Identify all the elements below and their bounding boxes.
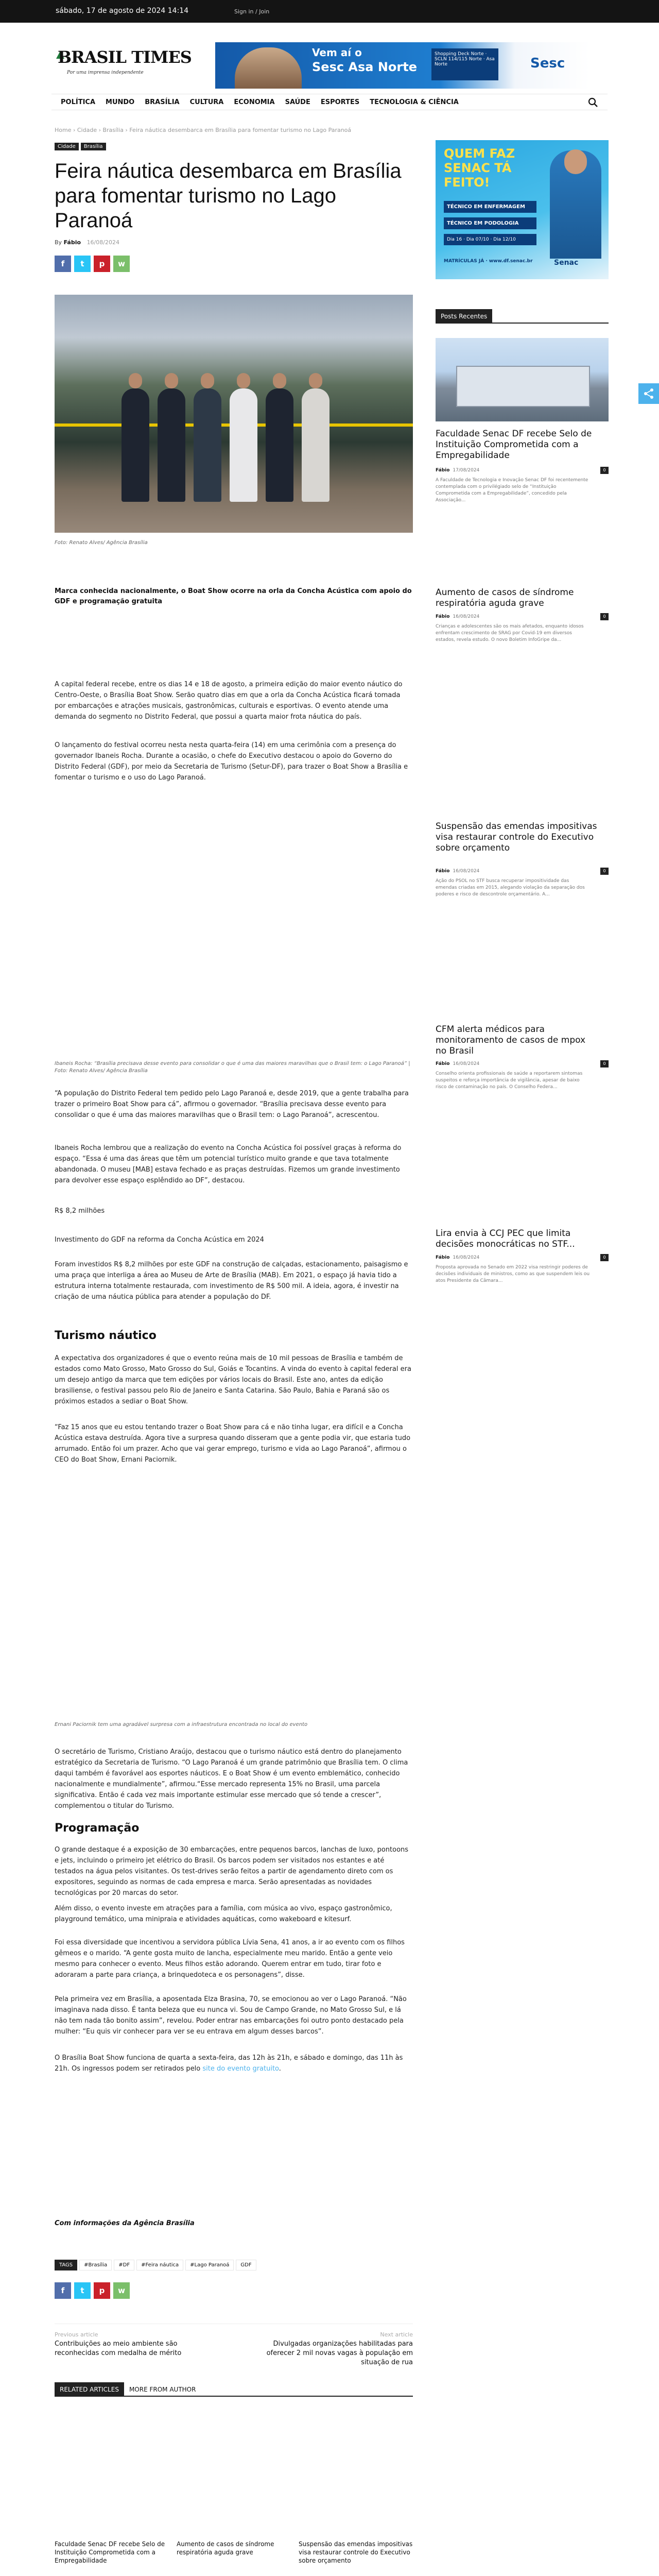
comment-count[interactable]: 0: [600, 868, 609, 875]
paragraph: Investimento do GDF na reforma da Concha Acústica em 2024: [55, 1236, 264, 1244]
ad-person: [550, 150, 601, 259]
comment-count[interactable]: 0: [600, 1060, 609, 1067]
recent-post-title[interactable]: CFM alerta médicos para monitoramento de casos de mpox no Brasil: [436, 1024, 586, 1056]
paragraph: A capital federal recebe, entre os dias 14 e 18 de agosto, a primeira edição do maior evento náutico do Centro-Oeste, o Brasília Boat Show. Serão quatro dias em que a orla da Concha Acústica ficará tomada por embarcações e atrações musicais, gastronômicas, culturais e esportivas. O evento atende uma demanda do segmento no Distrito Federal, que possui a quarta maior frota náutica do país.: [55, 681, 403, 721]
paragraph: R$ 8,2 milhões: [55, 1207, 105, 1215]
recent-post-image[interactable]: [436, 338, 609, 421]
related-article-link[interactable]: Aumento de casos de síndrome respiratória aguda grave: [177, 2540, 274, 2556]
paragraph: O secretário de Turismo, Cristiano Araújo, destacou que o turismo náutico está dentro do planejamento estratégico da Secretaria de Turismo. “O Lago Paranoá é um grande patrimônio que Brasília tem. O clima daqui também é favorável aos esportes náuticos. E o Boat Show é um evento emblemático, conhecido nacionalmente e mundialmente”, afirmou.“Esse mercado representa 15% no Brasil, uma parcela significativa. Então é cada vez mais importante estimular esse mercado que só tende a crescer”, complementou o titular do Turismo.: [55, 1748, 408, 1810]
recent-post-meta: [436, 1061, 479, 1066]
whatsapp-icon[interactable]: w: [113, 2282, 130, 2299]
sidebar-ad-cta: MATRÍCULAS JÁ · www.df.senac.br: [444, 259, 533, 264]
floating-share-button[interactable]: [638, 383, 659, 404]
ad-photo: [235, 47, 302, 89]
search-icon[interactable]: [588, 97, 598, 108]
tag-brasilia[interactable]: Brasília: [81, 143, 106, 150]
current-date: sábado, 17 de agosto de 2024 14:14: [56, 7, 189, 15]
top-banner-ad[interactable]: [215, 42, 590, 89]
recent-post-meta: [436, 869, 479, 874]
paragraph: “A população do Distrito Federal tem pedido pelo Lago Paranoá e, desde 2019, que a gente trabalha para trazer o primeiro Boat Show para cá”, afirmou o governador. “Brasília precisava desse evento para consolidar o que é uma das maiores maravilhas que o Brasil tem: o Lago Paranoá”, acrescentou.: [55, 1090, 409, 1119]
recent-post-title[interactable]: Lira envia à CCJ PEC que limita decisões monocráticas no STF...: [436, 1228, 575, 1249]
related-article-link[interactable]: Suspensão das emendas impositivas visa restaurar controle do Executivo sobre orçamento: [299, 2540, 413, 2564]
byline-by: By: [55, 239, 62, 246]
paragraph: “Faz 15 anos que eu estou tentando trazer o Boat Show para cá e não tinha lugar, era difícil e a Concha Acústica estava destruída. Agora tive a surpresa quando disseram que a gente podia vir, que estaria tudo arrumado. Então foi um prazer. Acho que vai gerar emprego, turismo e vida ao Lago Paranoá”, afirmou o CEO do Boat Show, Ernani Paciornik.: [55, 1423, 411, 1464]
tab-related-articles[interactable]: RELATED ARTICLES: [55, 2382, 124, 2397]
recent-post-author[interactable]: Fábio: [436, 1061, 450, 1066]
ad-address-box: Shopping Deck Norte · SCLN 114/115 Norte · Asa Norte: [431, 48, 498, 80]
logo-title: BRASIL TIMES: [58, 47, 192, 67]
related-tabs: [55, 2382, 413, 2397]
article-photo-3: [55, 1479, 413, 1714]
recent-post-title[interactable]: Aumento de casos de síndrome respiratória aguda grave: [436, 587, 574, 608]
paragraph: Além disso, o evento investe em atrações para a família, com música ao vivo, espaço gastronômico, playground temático, uma minipraia e atividades aquáticas, como wakeboard e kitesurf.: [55, 1905, 392, 1923]
recent-post-excerpt: Proposta aprovada no Senado em 2022 visa restringir poderes de decisões individuais de ministros, como as que suspendem leis ou atos Presidente da Câmara...: [436, 1265, 590, 1283]
photo-person: [194, 388, 221, 502]
tags-label: TAGS: [55, 2260, 77, 2270]
pinterest-icon[interactable]: p: [94, 2282, 110, 2299]
nav-tecnologia[interactable]: TECNOLOGIA & CIÊNCIA: [370, 98, 459, 106]
article-lead: Marca conhecida nacionalmente, o Boat Show ocorre na orla da Concha Acústica com apoio do GDF e programação gratuita: [55, 587, 412, 605]
breadcrumb[interactable]: Home › Cidade › Brasília › Feira náutica desembarca em Brasília para fomentar turismo no Lago Paranoá: [55, 127, 352, 133]
section-heading-turismo: Turismo náutico: [55, 1329, 157, 1342]
tag-link[interactable]: #Lago Paranoá: [185, 2260, 234, 2270]
whatsapp-icon[interactable]: w: [113, 256, 130, 272]
recent-post-meta: [436, 1255, 479, 1260]
sidebar-ad-headline: QUEM FAZ SENAC TÁ FEITO!: [444, 146, 515, 190]
next-label: Next article: [380, 2331, 413, 2338]
nav-esportes[interactable]: ESPORTES: [320, 98, 360, 106]
twitter-icon[interactable]: t: [74, 256, 91, 272]
photo-caption: Foto: Renato Alves/ Agência Brasília: [55, 540, 148, 546]
recent-posts-title: Posts Recentes: [436, 309, 492, 324]
pinterest-icon[interactable]: p: [94, 256, 110, 272]
tag-cidade[interactable]: Cidade: [55, 143, 79, 150]
prev-label: Previous article: [55, 2331, 98, 2338]
recent-post-excerpt: Conselho orienta profissionais de saúde a reportarem sintomas suspeitos e reforça importância de vigilância, apesar de baixo risco de contaminação no país. O Conselho Federa...: [436, 1071, 583, 1090]
prev-article-link[interactable]: Contribuições ao meio ambiente são reconhecidas com medalha de mérito: [55, 2340, 182, 2357]
paragraph: Foi essa diversidade que incentivou a servidora pública Lívia Sena, 41 anos, a ir ao evento com os filhos gêmeos e o marido. “A gente gosta muito de lancha, especialmente meu marido. Então a gente veio mesmo para conhecer o evento. Meus filhos estão adorando. Querem entrar em tudo, tirar foto e adoraram a parte para criança, a brinquedoteca e os personagens”, disse.: [55, 1939, 405, 1979]
recent-post-date: 16/08/2024: [453, 614, 480, 619]
sidebar-ad-course-1: TÉCNICO EM ENFERMAGEM: [444, 201, 536, 213]
nav-cultura[interactable]: CULTURA: [189, 98, 224, 106]
photo-person: [230, 388, 257, 502]
source-note: Com informações da Agência Brasília: [55, 2219, 195, 2227]
recent-post-excerpt: Crianças e adolescentes são os mais afetados, enquanto idosos enfrentam crescimento de SRAG por Covid-19 em diversos estados, revela estudo. O novo Boletim InfoGripe da...: [436, 624, 584, 642]
sidebar-ad[interactable]: [436, 140, 609, 279]
photo-person: [122, 388, 149, 502]
article-title: Feira náutica desembarca em Brasília para fomentar turismo no Lago Paranoá: [55, 160, 402, 232]
author-link[interactable]: Fábio: [63, 239, 81, 246]
article-navigation: [55, 2324, 413, 2370]
recent-post-author[interactable]: Fábio: [436, 614, 450, 619]
article-date: 16/08/2024: [86, 239, 119, 246]
photo-caption: Ernani Paciornik tem uma agradável surpresa com a infraestrutura encontrada no local do evento: [55, 1722, 308, 1727]
sign-in-link[interactable]: Sign in / Join: [234, 8, 270, 15]
nav-economia[interactable]: ECONOMIA: [234, 98, 275, 106]
ad-line1: Vem aí o: [312, 46, 362, 59]
recent-post-excerpt: Ação do PSOL no STF busca recuperar impositividade das emendas criadas em 2015, alegando violação da separação dos poderes e risco de descontrole orçamentário. A...: [436, 878, 585, 897]
sidebar-ad-course-2: TÉCNICO EM PODOLOGIA: [444, 217, 536, 229]
facebook-icon[interactable]: f: [55, 256, 71, 272]
paragraph: A expectativa dos organizadores é que o evento reúna mais de 10 mil pessoas de Brasília e também de estados como Mato Grosso, Mato Grosso do Sul, Goiás e Tocantins. A vinda do evento à capital federal era um desejo antigo da marca que tem edições por vários locais do Brasil. Este ano, antes da edição brasiliense, o festival passou pelo Rio de Janeiro e Santa Catarina. São Paulo, Bahia e Paraná são os próximos estados a sediar o Boat Show.: [55, 1354, 411, 1405]
share-buttons: [55, 256, 133, 272]
photo-person: [158, 388, 185, 502]
recent-post-excerpt: A Faculdade de Tecnologia e Inovação Senac DF foi recentemente contemplada com o privilégiado selo de “Instituição Comprometida com a Empregabilidade”, concedido pela Associação...: [436, 478, 588, 503]
site-logo[interactable]: [56, 47, 205, 83]
recent-post-title[interactable]: Suspensão das emendas impositivas visa restaurar controle do Executivo sobre orçamento: [436, 821, 597, 853]
comment-count[interactable]: 0: [600, 1254, 609, 1261]
paragraph: O grande destaque é a exposição de 30 embarcações, entre pequenos barcos, lanchas de luxo, pontoons e jets, incluindo o primeiro jet elétrico do Brasil. Os barcos podem ser visitados nos estantes e até testados na água pelos visitantes. Os test-drives serão feitos a partir de agendamento direto com os expositores, seguindo as normas de cada empresa e marca. Serão apresentadas as novidades tecnológicas por 20 marcas do setor.: [55, 1846, 409, 1897]
recent-post-meta: [436, 468, 479, 473]
section-heading-programacao: Programação: [55, 1822, 140, 1835]
recent-post-author[interactable]: Fábio: [436, 468, 450, 473]
byline: [55, 239, 119, 246]
recent-post-author[interactable]: Fábio: [436, 1255, 450, 1260]
photo-caption: Ibaneis Rocha: “Brasília precisava desse evento para consolidar o que é uma das maiores maravilhas que o Brasil tem: o Lago Paranoá” | Foto: Renato Alves/ Agência Brasília: [55, 1061, 410, 1074]
tab-more-from-author[interactable]: MORE FROM AUTHOR: [129, 2386, 196, 2393]
nav-politica[interactable]: POLÍTICA: [61, 98, 96, 106]
recent-post-date: 16/08/2024: [453, 869, 480, 874]
article-photo-2: [55, 804, 413, 1054]
nav-mundo[interactable]: MUNDO: [106, 98, 135, 106]
article-tags: [55, 2259, 258, 2270]
share-icon: [638, 383, 659, 404]
recent-posts-heading: [436, 309, 609, 324]
logo-tagline: Por uma imprensa independente: [67, 70, 144, 75]
event-site-link[interactable]: site do evento gratuito: [202, 2065, 279, 2073]
sidebar-ad-dates: Dia 16 · Dia 07/10 · Dia 12/10: [444, 234, 536, 245]
top-bar: [0, 0, 659, 23]
comment-count[interactable]: 0: [600, 467, 609, 474]
photo-person: [302, 388, 330, 502]
twitter-icon[interactable]: t: [74, 2282, 91, 2299]
photo-person: [266, 388, 293, 502]
comment-count[interactable]: 0: [600, 613, 609, 620]
tag-link[interactable]: GDF: [236, 2260, 256, 2270]
main-navigation: [51, 94, 608, 110]
recent-post-title[interactable]: Faculdade Senac DF recebe Selo de Instituição Comprometida com a Empregabilidade: [436, 429, 592, 461]
sidebar-ad-brand: Senac: [554, 259, 579, 267]
article-main-photo: [55, 295, 413, 533]
paragraph: Pela primeira vez em Brasília, a aposentada Elza Brasina, 70, se emocionou ao ver o Lago Paranoá. “Não imaginava nada disso. É tanta beleza que eu nunca vi. Sou de Campo Grande, no Mato Grosso Sul, e lá não tem nada tão bonito assim”, revelou. Poder entrar nas embarcações foi outro ponto destacado pela mulher: “Eu quis vir conhecer para ver se eu entrava em algum desses barcos”.: [55, 1995, 407, 2036]
nav-brasilia[interactable]: BRASÍLIA: [145, 98, 180, 106]
share-buttons-bottom: [55, 2282, 133, 2299]
recent-post-author[interactable]: Fábio: [436, 869, 450, 874]
recent-post-meta: [436, 614, 479, 619]
paragraph: Foram investidos R$ 8,2 milhões por este GDF na construção de calçadas, estacionamento, paisagismo e uma praça que interliga a área ao Museu de Arte de Brasília (MAB). Em 2021, o espaço já havia tido a estrutura interna totalmente restaurada, com investimento de R$ 500 mil. A ideia, agora, é investir na criação de uma náutica pública para atender a população do DF.: [55, 1261, 408, 1301]
nav-saude[interactable]: SAÚDE: [285, 98, 310, 106]
paragraph-text: .: [279, 2065, 281, 2073]
tag-link[interactable]: #DF: [114, 2260, 134, 2270]
tag-link[interactable]: #Feira náutica: [136, 2260, 183, 2270]
tag-link[interactable]: #Brasília: [79, 2260, 112, 2270]
recent-post-date: 16/08/2024: [453, 1255, 480, 1260]
paragraph-text: O Brasília Boat Show funciona de quarta a sexta-feira, das 12h às 21h, e sábado e domingo, das 11h às 21h. Os ingressos podem ser retirados pelo: [55, 2054, 403, 2073]
paragraph: Ibaneis Rocha lembrou que a realização do evento na Concha Acústica foi possível graças à reforma do espaço. “Essa é uma das áreas que têm um potencial turístico muito grande e que tava totalmente abandonada. O museu [MAB] estava fechado e as praças destruídas. Fizemos um grande investimento para devolver esse espaço esplêndido ao DF”, destacou.: [55, 1144, 402, 1184]
paragraph: O lançamento do festival ocorreu nesta nesta quarta-feira (14) em uma cerimônia com a presença do governador Ibaneis Rocha. Durante a ocasião, o chefe do Executivo destacou o apoio do Governo do Distrito Federal (GDF), por meio da Secretaria de Turismo (Setur-DF), para trazer o Boat Show a Brasília e fomentar o turismo e o uso do Lago Paranoá.: [55, 741, 408, 782]
ad-line2: Sesc Asa Norte: [312, 60, 417, 74]
recent-post-date: 17/08/2024: [453, 468, 480, 473]
next-article-link[interactable]: Divulgadas organizações habilitadas para oferecer 2 mil novas vagas à população em situação de rua: [266, 2340, 413, 2366]
related-article-link[interactable]: Faculdade Senac DF recebe Selo de Instituição Comprometida com a Empregabilidade: [55, 2540, 165, 2564]
ad-brand: Sesc: [530, 56, 565, 71]
paragraph: [55, 2053, 413, 2074]
category-tags: [55, 140, 108, 150]
recent-post-date: 16/08/2024: [453, 1061, 480, 1066]
facebook-icon[interactable]: f: [55, 2282, 71, 2299]
